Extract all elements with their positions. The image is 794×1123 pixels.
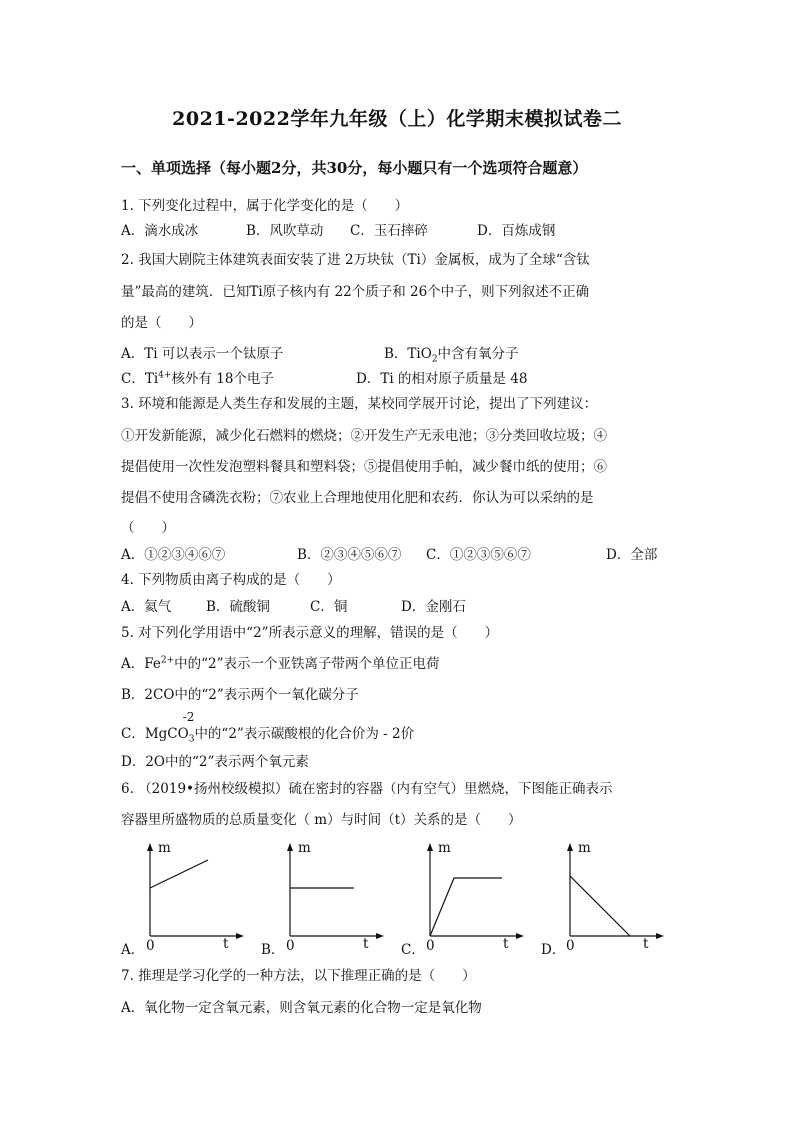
graph-a-y-label: m [158,840,171,856]
graph-c-option-label: C． [401,942,425,958]
question-7-stem: 7. 推理是学习化学的一种方法，以下推理正确的是（ ） [121,968,476,984]
graph-option-d [538,840,668,958]
question-6-line-1: 6. （2019•扬州校级模拟）硫在密封的容器（内有空气）里燃烧，下图能正确表示 [121,781,613,797]
question-3-line-5: （ ） [121,520,175,536]
graph-c-y-label: m [438,840,451,856]
graph-option-b [258,840,388,958]
graph-option-c [398,840,528,958]
graph-b-x-label: t [363,936,369,952]
q4-option-a: A．氦气 [121,599,172,615]
q2-option-b: B．TiO$_2$中含有氧分子 [384,346,519,365]
graph-d-origin: 0 [566,938,575,954]
q2-option-c: C．$Ti^{4+}$核外有 18个电子 [121,370,274,387]
q3-option-b: B．②③④⑤⑥⑦ [297,547,402,563]
graph-c-x-label: t [503,936,509,952]
question-2-line-3: 的是（ ） [121,315,202,331]
section-heading: 一、单项选择（每小题2分，共30分，每小题只有一个选项符合题意） [121,159,588,177]
question-2-line-1: 2. 我国大剧院主体建筑表面安装了进 2万块钛（Ti）金属板，成为了全球“含钛 [121,252,590,268]
graph-b-y-label: m [298,840,311,856]
q1-option-a: A．滴水成冰 [121,223,199,239]
graph-b-origin: 0 [286,938,295,954]
q1-option-b: B．风吹草动 [246,223,324,239]
q2-option-d: D．Ti 的相对原子质量是 48 [356,371,528,387]
graph-c-origin: 0 [426,938,435,954]
question-1-stem: 1. 下列变化过程中，属于化学变化的是（ ） [121,198,409,214]
question-3-line-3: 提倡使用一次性发泡塑料餐具和塑料袋；⑤提倡使用手帕，减少餐巾纸的使用；⑥ [121,459,607,475]
graph-d-y-label: m [578,840,591,856]
graph-option-a [118,840,248,958]
question-5-stem: 5. 对下列化学用语中“2”所表示意义的理解，错误的是（ ） [121,625,499,641]
graph-c-plot [398,840,528,950]
q3-option-a: A．①②③④⑥⑦ [121,547,226,563]
graph-b-plot [258,840,388,950]
q5-option-b: B．2CO中的“2”表示两个一氧化碳分子 [121,687,359,703]
q4-option-c: C．铜 [310,599,348,615]
q1-option-d: D．百炼成钢 [477,223,556,239]
graph-d-line [570,876,630,936]
question-2-line-2: 量”最高的建筑．已知Ti原子核内有 22个质子和 26个中子，则下列叙述不正确 [121,284,590,300]
question-4-stem: 4. 下列物质由离子构成的是（ ） [121,572,341,588]
graph-d-plot [538,840,668,950]
graph-a-option-label: A． [121,942,145,958]
graph-a-x-label: t [223,936,229,952]
graph-d-x-label: t [643,936,649,952]
graph-b-option-label: B． [261,942,285,958]
graph-d-option-label: D． [541,942,566,958]
page-title: 2021-2022学年九年级（上）化学期末模拟试卷二 [172,108,622,130]
q3-option-c: C．①②③⑤⑥⑦ [426,547,531,563]
q4-option-b: B．硫酸铜 [206,599,270,615]
q5-option-a: A．$Fe^{2+}$中的“2”表示一个亚铁离子带两个单位正电荷 [121,655,440,672]
graph-c-line [430,878,502,936]
q5-option-d: D．2O中的“2”表示两个氧元素 [121,754,309,770]
question-3-line-4: 提倡不使用含磷洗衣粉；⑦农业上合理地使用化肥和农药．你认为可以采纳的是 [121,490,594,506]
graph-a-origin: 0 [146,938,155,954]
q1-option-c: C．玉石摔碎 [350,223,428,239]
q4-option-d: D．金刚石 [401,599,466,615]
graph-a-line [150,860,208,888]
q5-option-c: C．MgCO$_3$ -2 中的“2”表示碳酸根的化合价为 - 2价 [121,710,415,745]
q2-option-a: A．Ti 可以表示一个钛原子 [121,346,284,362]
question-6-line-2: 容器里所盛物质的总质量变化（ m）与时间（t）关系的是（ ） [121,812,522,828]
graph-a-plot [118,840,248,950]
question-3-line-2: ①开发新能源，减少化石燃料的燃烧；②开发生产无汞电池；③分类回收垃圾；④ [121,428,607,444]
q3-option-d: D．全部 [606,547,658,563]
q7-option-a: A．氧化物一定含氧元素，则含氧元素的化合物一定是氧化物 [121,1000,482,1016]
question-3-line-1: 3. 环境和能源是人类生存和发展的主题，某校同学展开讨论，提出了下列建议： [121,396,598,412]
